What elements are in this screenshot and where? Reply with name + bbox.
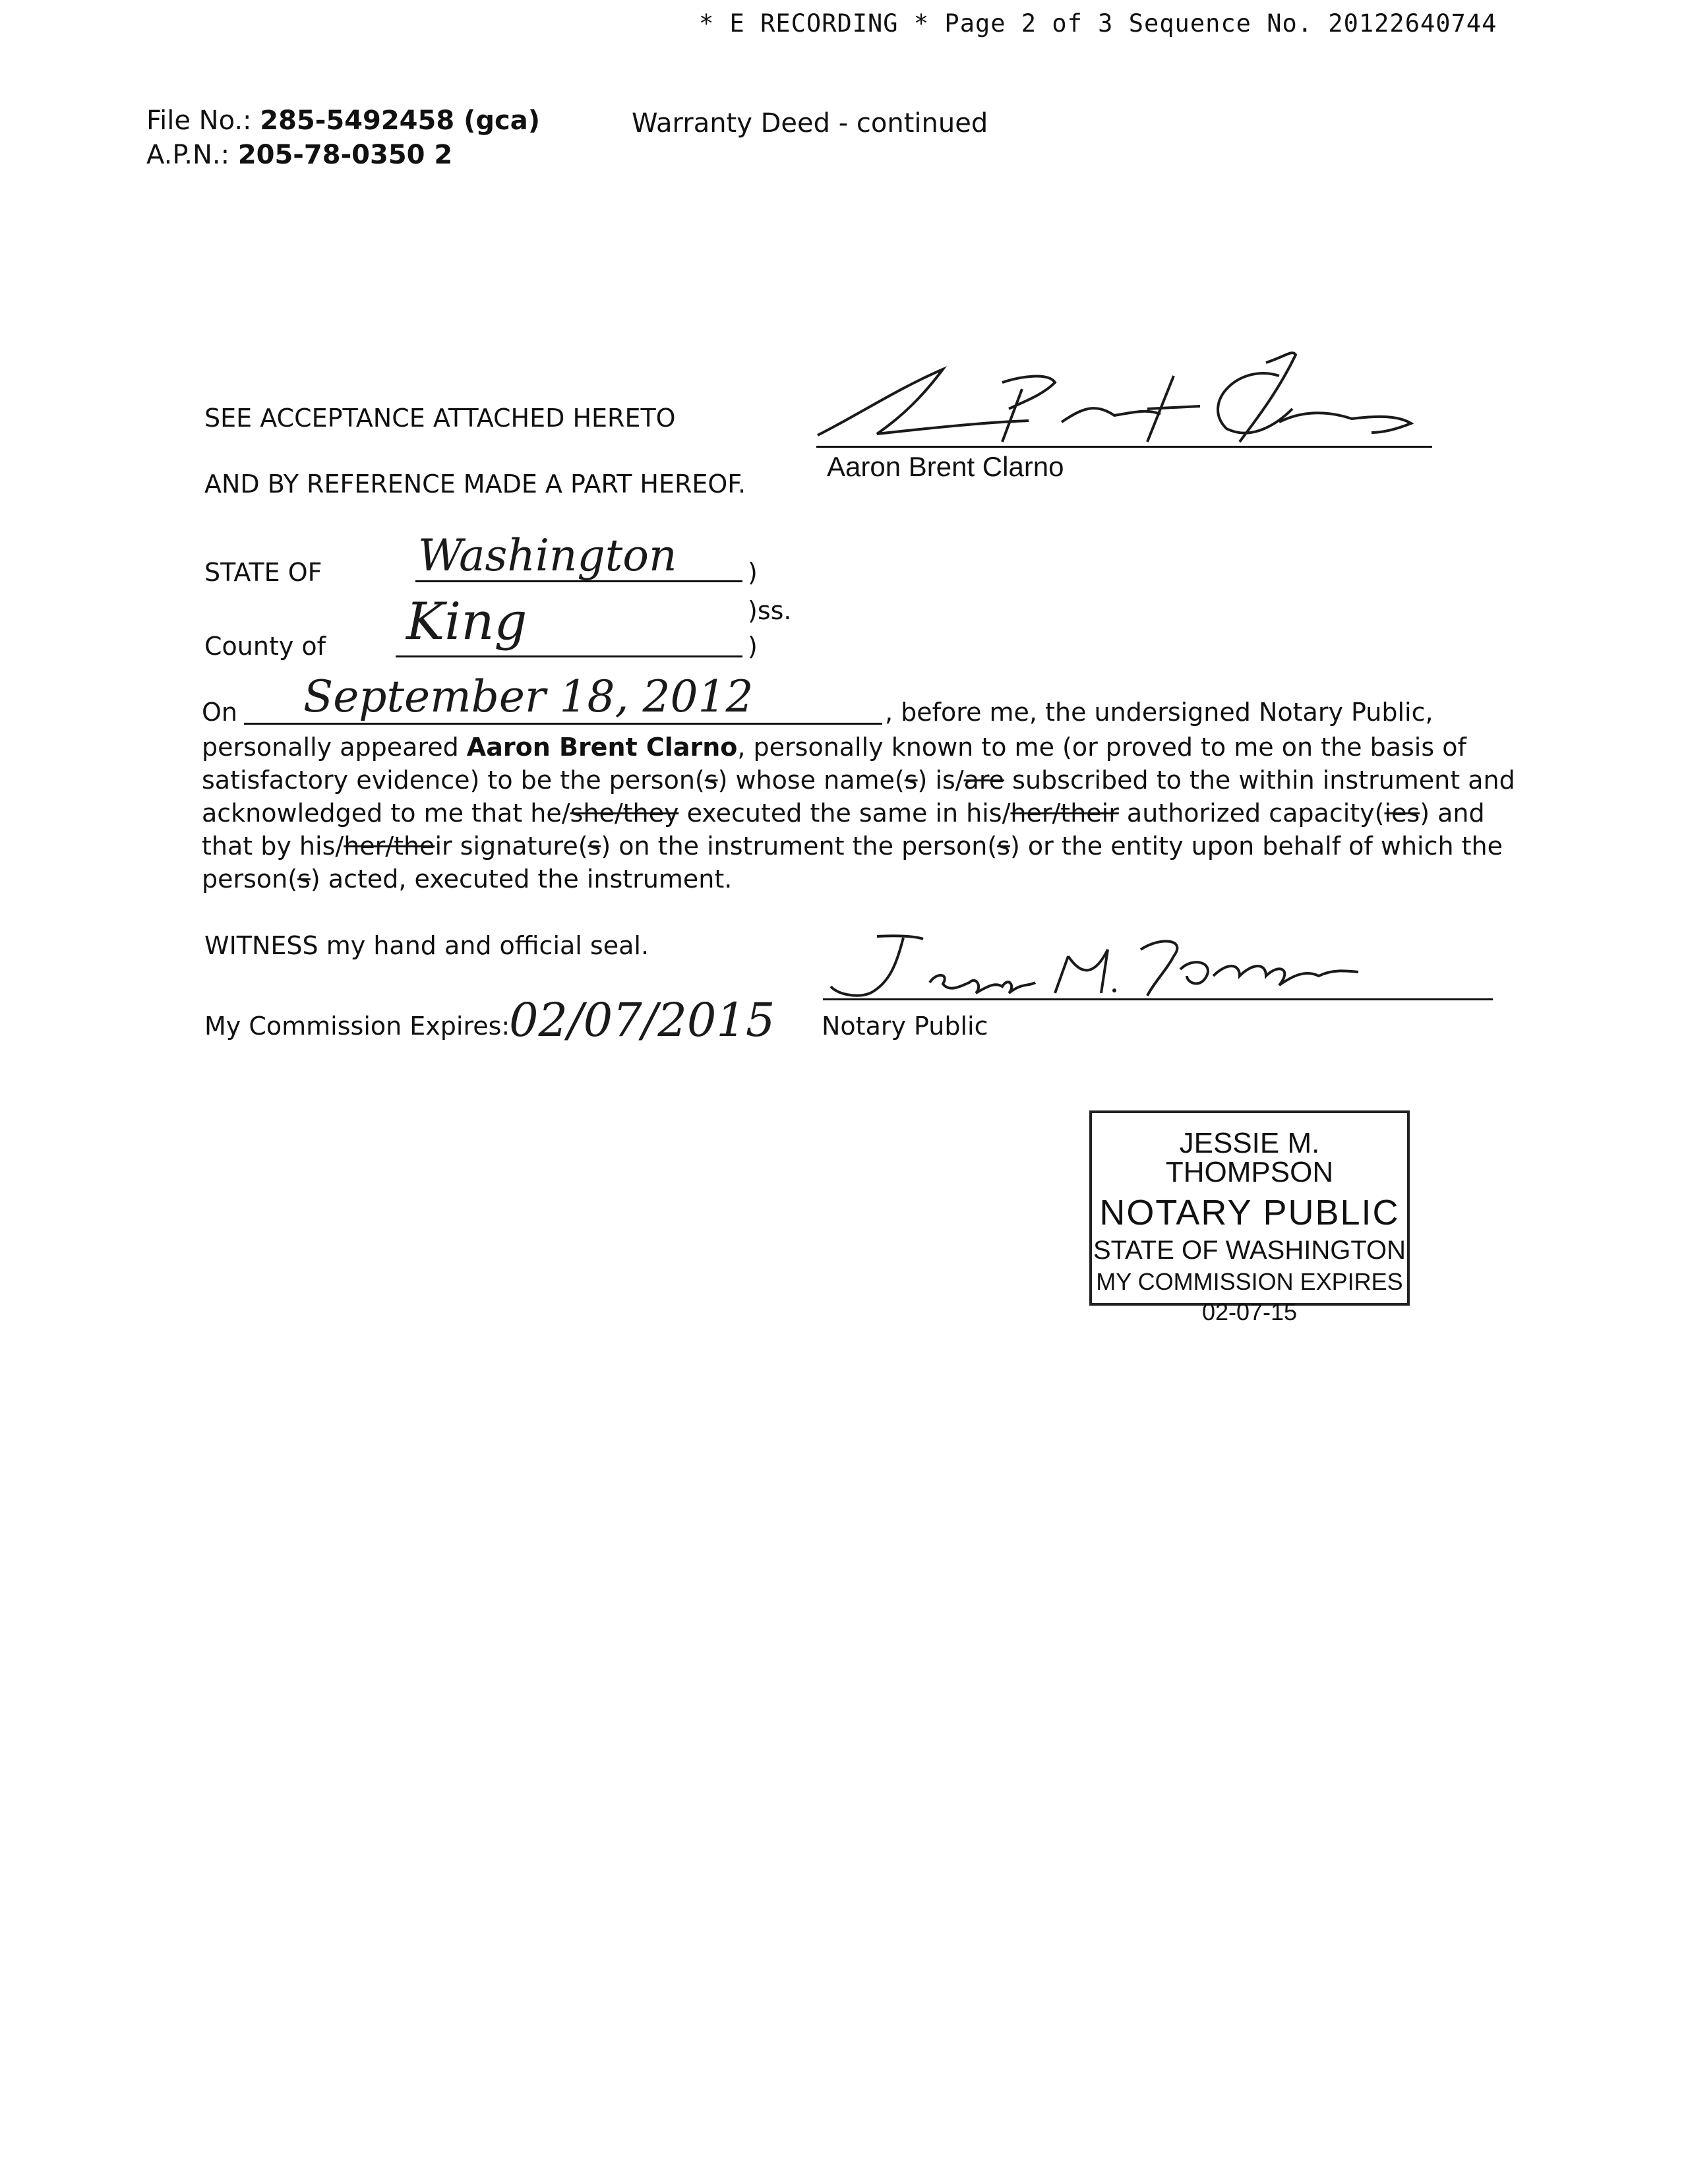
apn-label: A.P.N.: (146, 140, 230, 170)
document-title: Warranty Deed - continued (632, 108, 988, 138)
notary-public-label: Notary Public (822, 1012, 988, 1041)
ack-line-6: person(s) acted, executed the instrument. (202, 864, 733, 894)
apn-value: 205-78-0350 2 (237, 140, 453, 170)
file-number (146, 106, 540, 136)
notary-signature-line (823, 998, 1493, 1000)
stamp-date: 02-07-15 (1201, 1298, 1298, 1325)
grantor-signature-line (816, 446, 1432, 448)
commission-label: My Commission Expires: (204, 1012, 510, 1041)
state-handwritten: Washington (418, 530, 677, 581)
acceptance-line-2: AND BY REFERENCE MADE A PART HEREOF. (204, 470, 746, 499)
witness-text: WITNESS my hand and official seal. (204, 931, 649, 960)
notary-stamp (1089, 1110, 1410, 1325)
apn-number (146, 140, 452, 170)
state-paren: ) (748, 558, 758, 587)
acknowledgment-date: September 18, 2012 (303, 671, 754, 722)
ss-mark: )ss. (748, 596, 792, 625)
ack-line1-tail: , before me, the undersigned Notary Public, (885, 698, 1433, 727)
notary-signature (818, 930, 1385, 1002)
county-label: County of (204, 632, 326, 661)
appearing-party-name: Aaron Brent Clarno (466, 733, 738, 762)
county-field (396, 592, 742, 657)
ack-line-5: that by his/her/their signature(s) on the instrument the person(s) or the entity upon behalf of which the (202, 832, 1503, 861)
stamp-commission: MY COMMISSION EXPIRES (1096, 1268, 1403, 1295)
grantor-signature (804, 349, 1437, 448)
state-label: STATE OF (204, 558, 322, 587)
grantor-name: Aaron Brent Clarno (827, 451, 1064, 482)
commission-date-handwritten: 02/07/2015 (509, 993, 775, 1047)
file-no-label: File No.: (146, 106, 252, 136)
stamp-title: NOTARY PUBLIC (1099, 1193, 1400, 1232)
stamp-state: STATE OF WASHINGTON (1093, 1236, 1406, 1265)
county-handwritten: King (406, 592, 528, 652)
county-paren: ) (748, 632, 758, 661)
ack-line-3: satisfactory evidence) to be the person(s) whose name(s) is/are subscribed to the within instrument and (202, 766, 1515, 795)
file-no-value: 285-5492458 (gca) (260, 106, 540, 136)
ack-line-4: acknowledged to me that he/she/they executed the same in his/her/their authorized capacity(ies) and (202, 799, 1485, 828)
on-label: On (202, 698, 237, 727)
acknowledgment-date-field (244, 671, 882, 725)
acceptance-line-1: SEE ACCEPTANCE ATTACHED HERETO (204, 404, 676, 433)
acknowledgment-paragraph (202, 731, 1521, 895)
ack-line-2: personally appeared Aaron Brent Clarno, personally known to me (or proved to me on the basis of (202, 733, 1466, 762)
state-field (415, 530, 742, 582)
stamp-name: JESSIE M. THOMPSON (1165, 1127, 1334, 1188)
recording-header: * E RECORDING * Page 2 of 3 Sequence No. 20122640744 (699, 9, 1497, 38)
